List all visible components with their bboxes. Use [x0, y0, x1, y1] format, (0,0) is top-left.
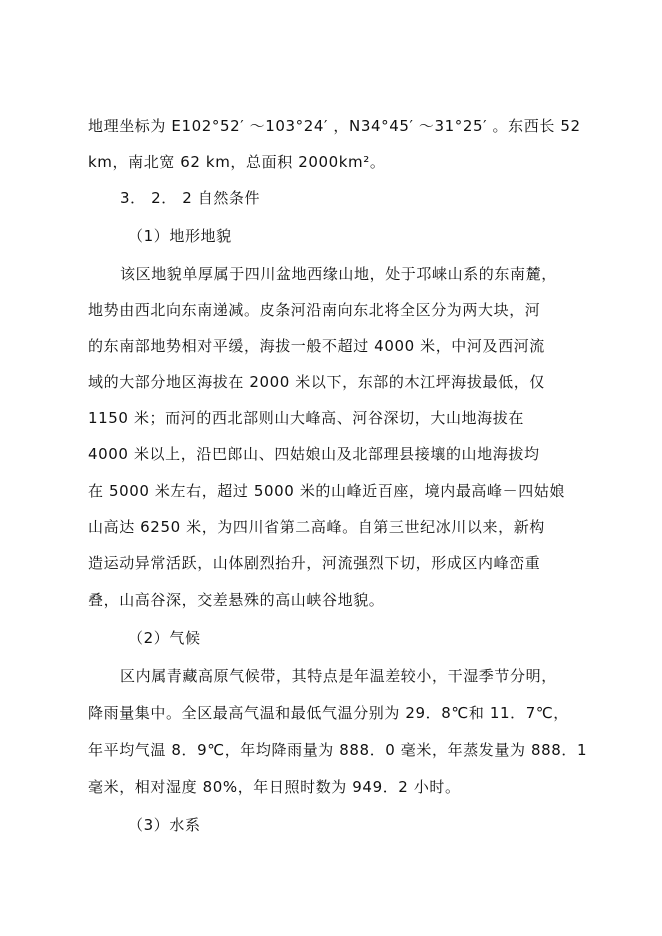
subheading-terrain: （1）地形地貌 [128, 227, 232, 245]
subheading-climate: （2）气候 [128, 629, 201, 647]
text-line-1: 地理坐标为 E102°52′ ～103°24′ ，N34°45′ ～31°25′ 。东西长 52 [88, 117, 581, 135]
text-line-terrain-10: 叠，山高谷深，交差悬殊的高山峡谷地貌。 [88, 591, 385, 609]
text-line-terrain-4: 域的大部分地区海拔在 2000 米以下，东部的木江坪海拔最低，仅 [88, 373, 545, 391]
section-heading-natural-conditions: 3． 2． 2 自然条件 [120, 189, 261, 207]
text-line-terrain-6: 4000 米以上，沿巴郎山、四姑娘山及北部理县接壤的山地海拔均 [88, 445, 540, 463]
text-line-terrain-1: 该区地貌单厚属于四川盆地西缘山地，处于邛崃山系的东南麓， [120, 265, 557, 283]
text-line-climate-4: 毫米，相对湿度 80%，年日照时数为 949．2 小时。 [88, 778, 461, 796]
text-line-terrain-2: 地势由西北向东南递减。皮条河沿南向东北将全区分为两大块，河 [88, 301, 541, 319]
text-line-terrain-5: 1150 米；而河的西北部则山大峰高、河谷深切，大山地海拔在 [88, 409, 524, 427]
text-line-climate-3: 年平均气温 8．9℃，年均降雨量为 888．0 毫米，年蒸发量为 888．1 [88, 741, 588, 759]
text-line-2: km，南北宽 62 km，总面积 2000km²。 [88, 153, 386, 171]
text-line-climate-2: 降雨量集中。全区最高气温和最低气温分别为 29．8℃和 11．7℃， [88, 704, 569, 722]
text-line-climate-1: 区内属青藏高原气候带，其特点是年温差较小，干湿季节分明， [120, 667, 557, 685]
text-line-terrain-8: 山高达 6250 米，为四川省第二高峰。自第三世纪冰川以来，新构 [88, 518, 545, 536]
subheading-water-system: （3）水系 [128, 816, 201, 834]
text-line-terrain-3: 的东南部地势相对平缓，海拔一般不超过 4000 米，中河及西河流 [88, 337, 545, 355]
text-line-terrain-7: 在 5000 米左右，超过 5000 米的山峰近百座，境内最高峰－四姑娘 [88, 482, 566, 500]
text-line-terrain-9: 造运动异常活跃，山体剧烈抬升，河流强烈下切，形成区内峰峦重 [88, 554, 541, 572]
